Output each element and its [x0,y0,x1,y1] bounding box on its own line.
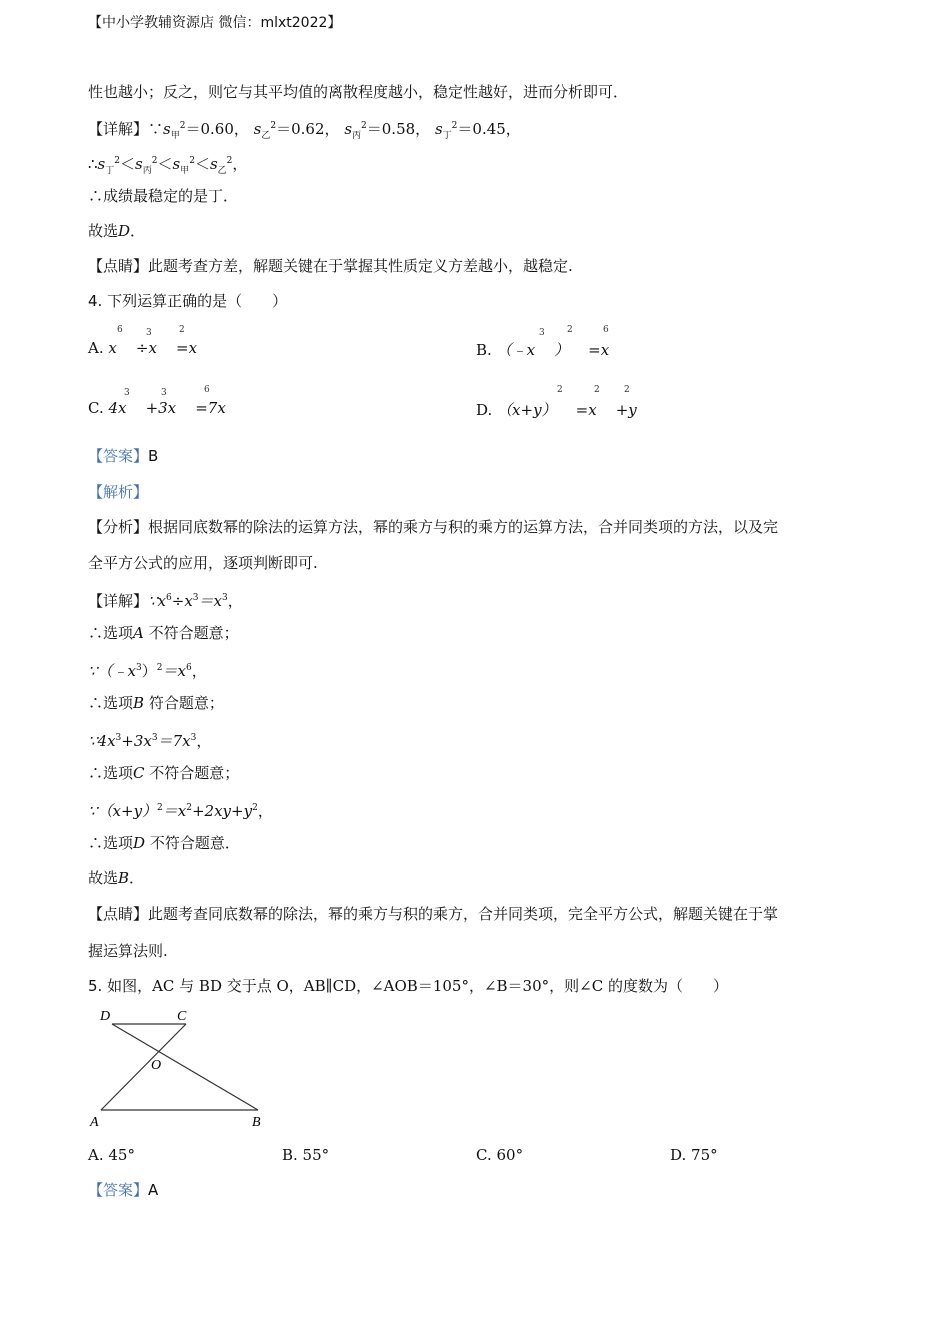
q4-detail-7 [88,798,273,821]
s-symbol: s [97,155,106,173]
detail-tag: 【详解】 [88,592,149,610]
sup-2: 2 [451,121,458,131]
option-label: C. [88,399,104,417]
sup: 2 [186,803,192,813]
q4-option-d [476,399,637,420]
q3-conclusion: ∴成绩最稳定的是丁． [88,187,239,205]
answer-value: B [148,447,159,465]
option-expr: x ÷x =x [108,339,198,357]
less-than: ＜ [157,155,173,173]
choose-text: 故选 [88,869,119,887]
expr: ） [141,662,157,680]
sup-2: 2 [151,156,158,166]
value-ding: ＝0.45， [457,120,521,138]
q4-comment-line-1: 【点睛】此题考查同底数幂的除法，幂的乘方与积的乘方，合并同类项，完全平方公式，解题关键在于掌 [88,905,779,923]
question-number: 4. [88,292,103,310]
q4-option-b [476,339,609,360]
q4-detail-2 [88,623,239,643]
label-o: O [151,1058,162,1073]
q4-comment-line-2: 握运算法则. [88,942,168,960]
sub-yi: 乙 [261,131,271,141]
q3-inequality [88,151,247,181]
s-symbol: s [163,120,171,138]
sup: 3 [190,733,197,743]
q5-stem [88,976,728,996]
sup: 2 [624,385,630,395]
s-symbol: s [209,155,218,173]
sup-2: 2 [179,121,186,131]
q4-detail-4 [88,693,224,713]
comma: ， [257,802,273,820]
choose-letter: D [118,222,131,240]
q3-detail [88,116,521,146]
expr: ＝x [198,592,222,610]
page-header: 【中小学教辅资源店 微信：mlxt2022】 [88,15,342,31]
text: ∴选项 [88,834,134,852]
choose-letter: B [118,869,130,887]
sup: 3 [539,328,545,338]
detail-tag: 【详解】 [88,120,149,138]
q5-option-d: D. 75° [670,1146,718,1164]
q4-option-a [88,339,197,357]
label-a: A [90,1115,99,1130]
sup-2: 2 [189,156,195,166]
sup: 6 [117,325,123,335]
option-expr: 4x +3x =7x [108,399,226,417]
q4-analysis-line-2: 全平方公式的应用，逐项判断即可. [88,554,318,572]
s-symbol: s [434,120,443,138]
q3-choose [88,221,145,241]
sup: 2 [557,385,563,395]
sup: 3 [115,733,122,743]
period: ． [130,222,146,240]
s-symbol: s [253,120,262,138]
option-expr: （x+y） =x +y [497,401,637,419]
sup-2: 2 [226,156,233,166]
sup-2: 2 [361,121,367,131]
letter: B [133,694,145,712]
sup: 2 [567,325,573,335]
value-yi: ＝0.62， [276,120,340,138]
q4-option-c [88,399,226,417]
q3-comment: 【点睛】此题考查方差，解题关键在于掌握其性质定义方差越小，越稳定. [88,257,573,275]
comma: ， [232,155,248,173]
q4-analysis-tag: 【解析】 [88,483,149,501]
sup: 6 [185,663,192,673]
q4-detail-8 [88,833,240,853]
sub-yi: 乙 [217,166,227,176]
geometry-figure [88,1002,278,1132]
letter: D [133,834,146,852]
expr: ∵（﹣x [88,662,137,680]
sub-ding: 丁 [105,166,115,176]
q4-answer [88,446,158,466]
value-bing: ＝0.58， [366,120,431,138]
answer-value: A [148,1181,159,1199]
text: 不符合题意； [144,764,240,782]
sup: 2 [157,803,163,813]
letter: C [133,764,145,782]
label-b: B [252,1115,261,1130]
expr: ＝x [162,662,186,680]
period: ． [129,869,145,887]
q4-stem [88,291,287,311]
question-text: 如图，AC 与 BD 交于点 O，AB∥CD，∠AOB＝105°，∠B＝30°，则∠C 的度数为（ ） [102,977,728,995]
q4-detail-3 [88,658,207,681]
sup-2: 2 [114,156,120,166]
expr: ＝7x [157,732,191,750]
label-c: C [177,1009,187,1024]
sup-2: 2 [270,121,277,131]
sub-bing: 丙 [352,131,362,141]
q5-option-c: C. 60° [476,1146,524,1164]
option-label: B. [476,341,492,359]
q4-analysis-line-1: 【分析】根据同底数幂的除法的运算方法，幂的乘方与积的乘方的运算方法，合并同类项的方法，以及完 [88,518,779,536]
text: ∴选项 [88,624,134,642]
q4-choose [88,868,144,888]
option-label: D. [476,401,493,419]
sup: 3 [192,593,199,603]
sup: 3 [124,388,130,398]
sup: 2 [179,325,185,335]
expr: ＝x [162,802,187,820]
s-symbol: s [172,155,181,173]
q5-option-a: A. 45° [88,1146,135,1164]
segment-bd [112,1024,258,1110]
q4-detail-5 [88,728,211,751]
sup: 2 [156,663,163,673]
less-than: ＜ [120,155,136,173]
s-symbol: s [135,155,143,173]
sub-bing: 丙 [142,166,152,176]
sup: 3 [222,593,228,603]
because-symbol: ∵ [148,120,164,138]
q3-continuation: 性也越小；反之，则它与其平均值的离散程度越小，稳定性越好，进而分析即可． [88,83,629,101]
expr: +2xy+y [191,802,253,820]
sub-ding: 丁 [442,131,452,141]
sup: 6 [603,325,609,335]
expr: ÷x [171,592,193,610]
therefore-symbol: ∴ [88,155,98,173]
sup: 2 [252,803,258,813]
text: 符合题意； [144,694,224,712]
comma: ， [191,662,207,680]
question-number: 5. [88,977,103,995]
expr: ∵4x [88,732,116,750]
sup: 2 [594,385,600,395]
text: 不符合题意； [143,624,239,642]
comma: ， [227,592,243,610]
less-than: ＜ [194,155,210,173]
choose-text: 故选 [88,222,119,240]
q5-option-b: B. 55° [282,1146,330,1164]
text: 不符合题意． [145,834,240,852]
expr: ∵x [148,592,167,610]
sup: 6 [166,593,172,603]
option-label: A. [88,339,104,357]
question-text: 下列运算正确的是（ ） [102,292,288,310]
sub-jia: 甲 [170,131,180,141]
text: ∴选项 [88,764,134,782]
text: ∴选项 [88,694,134,712]
option-expr: （﹣x ） =x [496,341,610,359]
expr: ∵（x+y） [88,802,158,820]
value-jia: ＝0.60， [185,120,249,138]
q4-detail-1 [88,588,243,611]
q4-detail-6 [88,763,239,783]
s-symbol: s [344,120,353,138]
sup: 3 [161,388,167,398]
sup: 3 [136,663,142,673]
expr: +3x [121,732,152,750]
sup: 3 [146,328,152,338]
sup: 3 [151,733,158,743]
answer-tag: 【答案】 [88,447,149,465]
label-d: D [100,1009,111,1024]
comma: ， [196,732,212,750]
q5-answer [88,1180,158,1200]
answer-tag: 【答案】 [88,1181,149,1199]
letter: A [133,624,144,642]
segment-ac [101,1024,186,1110]
sub-jia: 甲 [180,166,190,176]
sup: 6 [204,385,210,395]
